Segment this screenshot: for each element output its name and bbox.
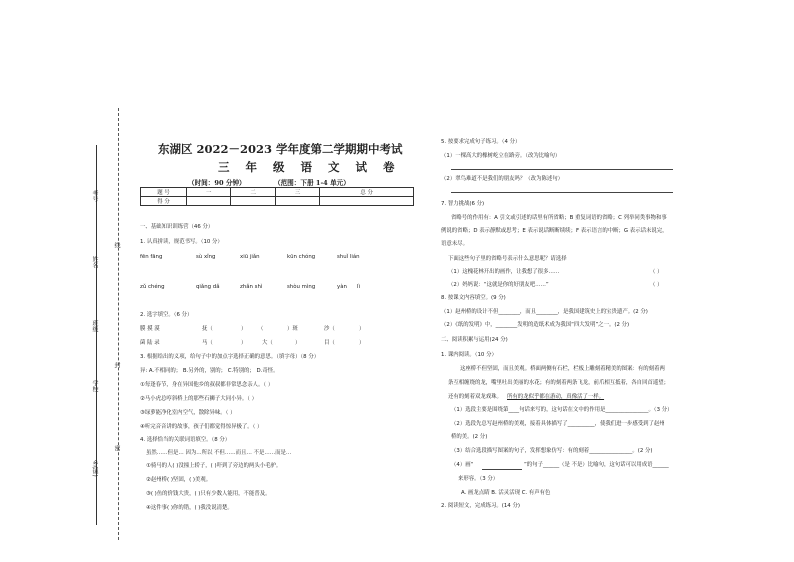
r1-options: A. 画龙点睛 B. 活灵活现 C. 有声有色 bbox=[461, 490, 551, 496]
q4-item: ④这件事( )你的错，( )我没说清楚。 bbox=[146, 505, 233, 511]
binding-mark-feng: 封 bbox=[113, 362, 120, 368]
q3-item: ④听完音音讲的故事，孩子们都觉得惊异极了。（ ） bbox=[140, 424, 263, 430]
q8-item: （2）《纸的发明》中，________发明的造纸术成为我国“四大发明”之一。(2 分) bbox=[441, 322, 630, 328]
score-table bbox=[140, 187, 414, 206]
reading-underlined-sentence: 所有的龙似乎都在游动，真像活了一样。 bbox=[507, 394, 605, 400]
r1-item: （2）选段先总写赵州桥的美观，接着具体描写了__________，使我们进一步感受到了赵州 bbox=[451, 421, 665, 427]
q3-item: ①每逢春节，身在异国他乡的叔叔都非常思念亲人。（ ） bbox=[140, 382, 274, 388]
q4-item: ②赵州桥( )坚固，( )美观。 bbox=[146, 477, 212, 483]
q2-part: ） bbox=[241, 326, 247, 332]
q2-part: ） bbox=[241, 340, 247, 346]
q2-part: （ bbox=[258, 326, 264, 332]
r1-item: 桥的美。(2 分) bbox=[451, 434, 488, 440]
banji-label: 班级 bbox=[91, 320, 98, 332]
score-row-label: 得 分 bbox=[141, 197, 187, 206]
q5-part-1: （1）一棵高大的橡树屹立在路旁。（改为比喻句） bbox=[441, 153, 561, 159]
q2-part: ）斑 bbox=[287, 326, 298, 332]
r1-item: 来形容。（3 分） bbox=[458, 476, 499, 482]
q7-text: 例说的省略；D 表示静默或思考；E 表示说话断断续续；F 表示语言的中断；G 表示话未说完， bbox=[441, 228, 668, 234]
q3-item: ③绿萝能净化室内空气，散除异味。（ ） bbox=[140, 410, 236, 416]
q4-item: ①骑马的人( )没撞上轿子，( )吓到了旁边的两头小毛驴。 bbox=[146, 463, 282, 469]
q7-text: 语意未尽。 bbox=[441, 241, 468, 247]
r1-item: ”的句子______（是 不是）比喻句，这句话可以用成语______ bbox=[524, 462, 669, 468]
q3-item: ②马小虎总哼斜桥上的那些石狮子大同小异。（ ） bbox=[140, 396, 258, 402]
score-blank-cell[interactable] bbox=[275, 197, 319, 206]
r1-item: （1）选段主要是围绕第____句话来写的，这句话在文中的作用是________________。（3 分） bbox=[451, 407, 673, 413]
pinyin: kūn chóng bbox=[287, 254, 316, 260]
q5-part-2: （2）翠鸟难道不是我们的朋友吗？（改为陈述句） bbox=[441, 176, 564, 182]
q8-item: （1）赵州桥的设计不但________，而且________，是我国建筑史上的宝贵遗产。(2 分) bbox=[441, 309, 648, 315]
exam-range: （范围：下册 1-4 单元） bbox=[274, 179, 350, 187]
question-5: 5. 按要求完成句子练习。（4 分） bbox=[441, 139, 521, 145]
xuexiao-label: 学校 bbox=[91, 380, 98, 392]
pinyin: shòu mìng bbox=[287, 284, 316, 290]
score-head-cell: 三 bbox=[275, 188, 319, 197]
reading-text: 还有的刻着双龙戏珠。 bbox=[448, 394, 502, 400]
xiang-label: 乡(镇) bbox=[91, 460, 98, 477]
question-4: 4. 选择恰当的关联词语填空。（8 分） bbox=[140, 437, 231, 443]
q7-text: 省略号的作用有：A 引文或引述的话里有所省略；B 重复词语的省略；C 列举同类事物和事 bbox=[451, 215, 667, 221]
q2-part: ） bbox=[359, 326, 365, 332]
score-head-cell: 一 bbox=[187, 188, 231, 197]
reading-2: 2. 阅读短文，完成练习。(14 分) bbox=[441, 503, 520, 509]
question-2: 2. 选字填空。（6 分） bbox=[140, 312, 193, 318]
score-blank-cell[interactable] bbox=[320, 197, 414, 206]
q2-part: 抚（ bbox=[202, 326, 213, 332]
reading-1: 1. 课内阅读。（10 分） bbox=[441, 352, 497, 358]
q4-words: 虽然……但是… 因为…所以 不但……而且… 不是……而是… bbox=[146, 450, 292, 456]
q2-part: ） bbox=[295, 340, 301, 346]
binding-mark-mi: 密 bbox=[113, 445, 120, 451]
pinyin: xiū jiǎn bbox=[240, 254, 260, 260]
exam-time: （时间：90 分钟） bbox=[188, 179, 246, 187]
pinyin: zǔ chéng bbox=[140, 284, 165, 290]
q2-part: 马（ bbox=[202, 340, 213, 346]
q2-part: ） bbox=[359, 340, 365, 346]
page-title: 东湖区 2022－2023 学年度第二学期期中考试 bbox=[158, 142, 403, 156]
q2-part: 目（ bbox=[324, 340, 335, 346]
pinyin: qiǎng dǎ bbox=[196, 284, 220, 290]
pinyin: lì bbox=[357, 284, 360, 290]
binding-dashed-line bbox=[118, 108, 119, 540]
section-2-heading: 二、阅读积累与运用(24 分) bbox=[441, 337, 508, 343]
q2-group-2: 菌 陆 录 bbox=[140, 340, 160, 346]
page-subtitle: 三 年 级 语 文 试 卷 bbox=[218, 160, 401, 174]
section-1-heading: 一、基础知识训练营（46 分） bbox=[140, 224, 214, 230]
q7-text: 下面这些句子里的省略号表示什么意思呢？请选择 bbox=[448, 256, 567, 262]
q7-item: （2）妈妈说：“这就是你的好朋友吧……” bbox=[448, 282, 549, 288]
q3-options: 异: A.不相同的； B.另外的，别的； C.特别的； D.奇怪。 bbox=[140, 368, 279, 374]
question-7: 7. 智力挑战(6 分) bbox=[441, 201, 485, 207]
answer-paren[interactable]: （ ） bbox=[650, 282, 663, 288]
r1-item: （3）结合选段描写图案的句子，发挥想象仿写：有的刻着________________。(2 分) bbox=[451, 448, 653, 454]
reading-text: 这座桥不但坚固，而且美观。桥面两侧有石栏，栏板上雕刻着精美的图案：有的刻着两 bbox=[460, 366, 665, 372]
pinyin: yàn bbox=[337, 284, 347, 290]
score-blank-cell[interactable] bbox=[187, 197, 231, 206]
score-blank-cell[interactable] bbox=[231, 197, 275, 206]
answer-line[interactable] bbox=[451, 169, 673, 170]
r1-item: （4）画“ bbox=[451, 462, 474, 468]
pinyin: shuǐ lián bbox=[337, 254, 360, 260]
kaohao-label: 考号 bbox=[91, 190, 98, 202]
question-1: 1. 认真拼读，规范书写。（10 分） bbox=[140, 239, 223, 245]
question-8: 8. 按课文内容填空。(9 分) bbox=[441, 295, 506, 301]
xingming-label: 姓名 bbox=[91, 256, 98, 268]
q7-item: （1）这槐花林开出的画作，让我想了很多…… bbox=[448, 269, 560, 275]
q2-group-1: 膜 摸 漠 bbox=[140, 326, 160, 332]
score-head-cell: 题 号 bbox=[141, 188, 187, 197]
score-head-cell: 总 分 bbox=[320, 188, 414, 197]
pinyin: fēn fāng bbox=[140, 254, 163, 260]
answer-line[interactable] bbox=[451, 192, 673, 193]
pinyin: zhǎn shì bbox=[240, 284, 263, 290]
reading-text: 条互相缠绕的龙，嘴里吐出美丽的水花；有的刻着两条飞龙，前爪相互抵着，各自回首遥望； bbox=[448, 380, 670, 386]
answer-paren[interactable]: （ ） bbox=[650, 269, 663, 275]
score-head-cell: 二 bbox=[231, 188, 275, 197]
q2-part: 大（ bbox=[262, 340, 273, 346]
underline-sample bbox=[482, 469, 522, 470]
q4-item: ③( )鱼的价钱大贵，( )只有少数人能用，不能普及。 bbox=[146, 491, 271, 497]
q2-part: 沙（ bbox=[324, 326, 335, 332]
question-3: 3. 根据给出的义项，给句子中的加点字选择正确的意思。（填字母）（8 分） bbox=[140, 354, 320, 360]
binding-mark-xian: 线 bbox=[113, 242, 120, 248]
pinyin: sù xǐng bbox=[196, 254, 216, 260]
